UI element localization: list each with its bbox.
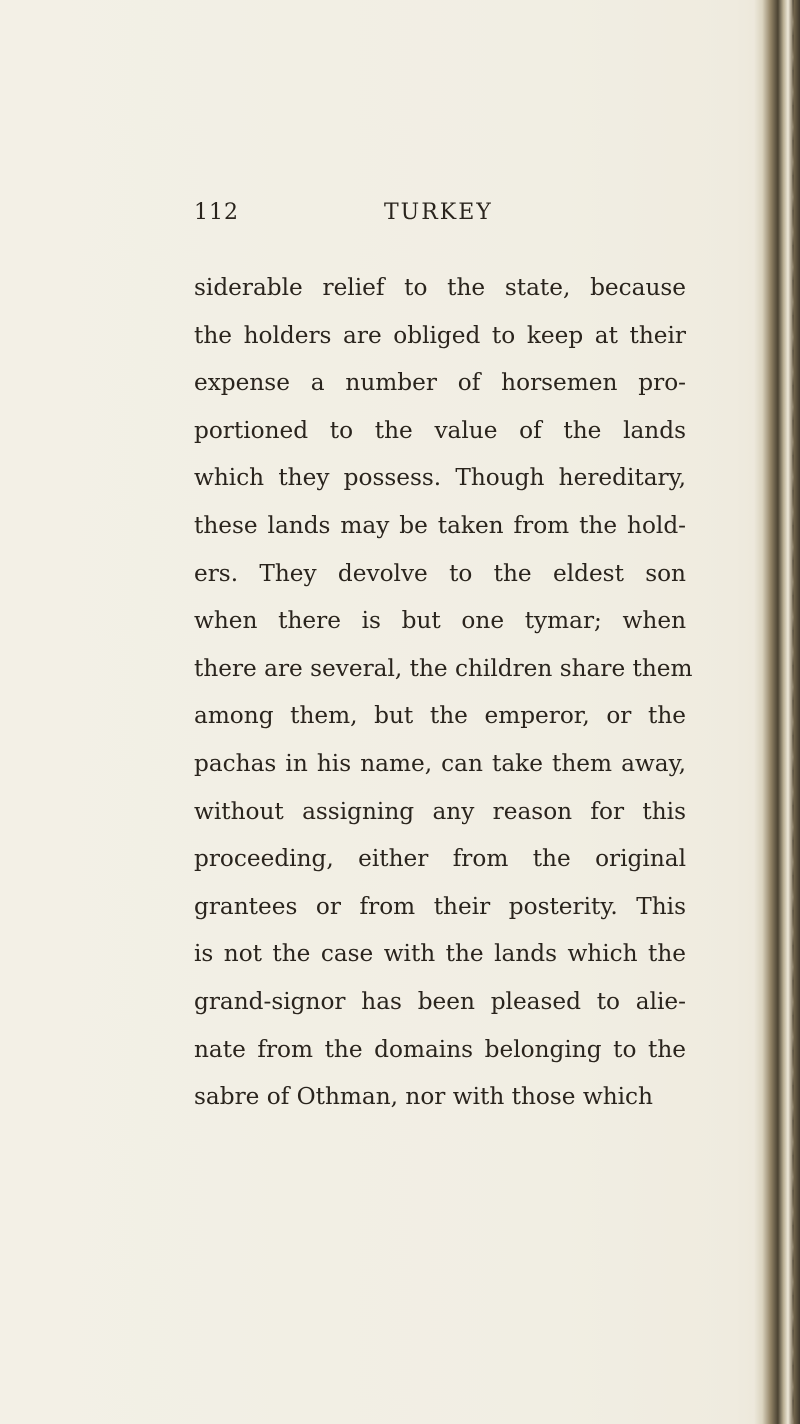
body-text [194, 264, 693, 1121]
text-line: siderable relief to the state, because [194, 274, 686, 301]
text-line: grantees or from their posterity. This [194, 892, 686, 920]
text-line: when there is but one tymar; when [194, 607, 686, 635]
page-gutter-edge [754, 0, 800, 1424]
text-line: which they possess. Though hereditary, [194, 464, 686, 492]
text-line: the holders are obliged to keep at their [194, 321, 686, 349]
text-line: without assigning any reason for this [194, 797, 686, 825]
text-line: pachas in his name, can take them away, [194, 749, 686, 777]
running-head: TURKEY [384, 200, 493, 225]
page-number: 112 [194, 200, 239, 225]
text-line: grand-signor has been pleased to alie- [194, 987, 686, 1015]
text-line: is not the case with the lands which the [194, 940, 686, 968]
text-line: portioned to the value of the lands [194, 416, 686, 444]
text-line: sabre of Othman, nor with those which [194, 1083, 653, 1111]
page-header [194, 200, 714, 240]
text-line: there are several, the children share them [194, 654, 693, 682]
text-line: nate from the domains belonging to the [194, 1035, 686, 1063]
text-line: among them, but the emperor, or the [194, 702, 686, 730]
text-line: expense a number of horsemen pro- [194, 369, 686, 397]
text-line: ers. They devolve to the eldest son [194, 559, 686, 587]
text-line: these lands may be taken from the hold- [194, 511, 686, 539]
text-line: proceeding, either from the original [194, 845, 686, 873]
